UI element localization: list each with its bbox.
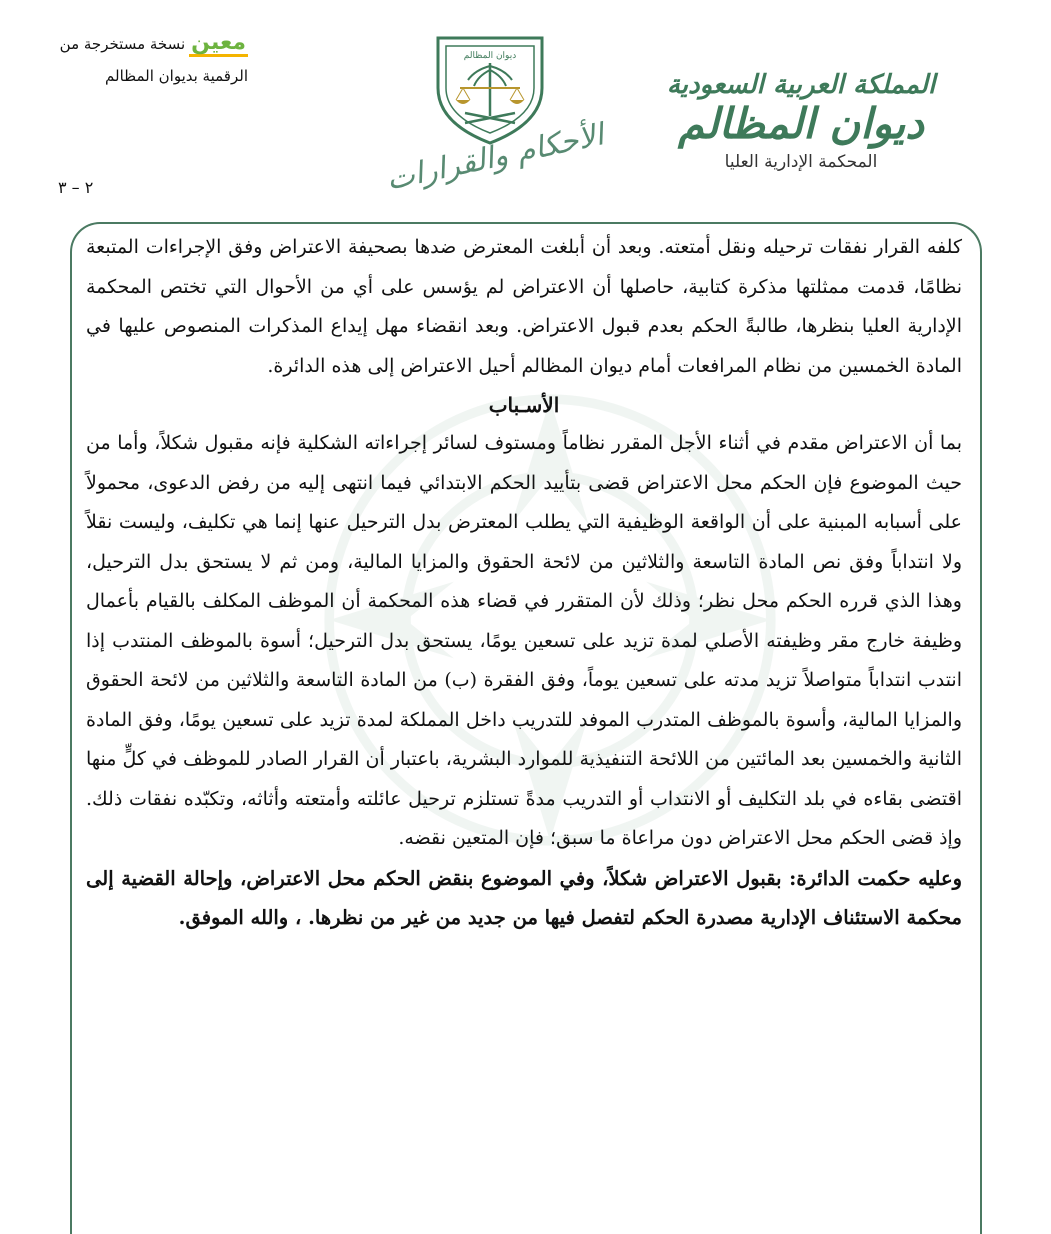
division-title: المحكمة الإدارية العليا bbox=[724, 152, 878, 172]
copy-note bbox=[8, 28, 248, 92]
verdict-paragraph: وعليه حكمت الدائرة: بقبول الاعتراض شكلاً، وفي الموضوع بنقض الحكم محل الاعتراض، وإحالة القضية إلى محكمة الاستئناف الإدارية مصدرة الحكم لتفصل فيها من جديد من غير من نظرها. ، والله الموفق. bbox=[86, 866, 962, 929]
reasons-paragraph: بما أن الاعتراض مقدم في أثناء الأجل المقرر نظاماً ومستوف لسائر إجراءاته الشكلية فإنه مقبول شكلاً، وأما من حيث الموضوع فإن الحكم محل الاعتراض قضى بتأييد الحكم الابتدائي فيما انتهى إليه من رفض الدعوى، محمولاً على أسبابه المبنية على أن الواقعة الوظيفية التي يطلب المعترض بدل الترحيل عنها إنما هي تكليف، وليست نقلاً ولا انتداباً وفق نص المادة التاسعة والثلاثين من لائحة الحقوق والمزايا المالية، ومن ثم لا يستحق بدل الترحيل، وهذا الذي قرره الحكم محل نظر؛ وذلك لأن المتقرر في قضاء هذه المحكمة أن الموظف المكلف بالقيام بأعمال وظيفة خارج مقر وظيفته الأصلي لمدة تزيد على تسعين يومًا، يستحق بدل الترحيل؛ أسوة بالموظف المنتدب إذا انتدب انتداباً متواصلاً تزيد مدته على تسعين يوماً، وفق الفقرة (ب) من المادة التاسعة والثلاثين من لائحة الحقوق والمزايا المالية، وأسوة بالموظف المتدرب الموفد للتدريب داخل المملكة لمدة تزيد على تسعين يومًا، وفق المادة الثانية والخمسين بعد المائتين من اللائحة التنفيذية للموارد البشرية، باعتبار أن القرار الصادر للموظف في كلٍّ منها اقتضى بقاءه في بلد التكليف أو الانتداب أو التدريب مدةً تستلزم ترحيل عائلته وأمتعته وأثاثه، وتكبّده نفقات ذلك. وإذ قضى الحكم محل الاعتراض دون مراعاة ما سبق؛ فإن المتعين نقضه. bbox=[86, 432, 962, 849]
reasons-heading: الأسـباب bbox=[488, 393, 560, 417]
court-header bbox=[661, 70, 941, 176]
intro-paragraph: كلفه القرار نفقات ترحيله ونقل أمتعته. وبعد أن أبلغت المعترض ضدها بصحيفة الاعتراض وفق الإجراءات المتبعة نظامًا، قدمت ممثلتها مذكرة كتابية، حاصلها أن الاعتراض لم يؤسس على أي من الأحوال التي تختص المحكمة الإدارية العليا بنظرها، طالبةً الحكم بعدم قبول الاعتراض. وبعد انقضاء مهل إيداع المذكرات المنصوص عليها في المادة الخمسين من نظام المرافعات أمام ديوان المظالم أحيل الاعتراض إلى هذه الدائرة. bbox=[86, 236, 962, 377]
brand-logo: معين bbox=[191, 29, 246, 55]
copy-note-text: نسخة مستخرجة من bbox=[59, 35, 186, 53]
emblem-label: ديوان المظالم bbox=[463, 51, 517, 61]
document-body bbox=[86, 228, 962, 938]
kingdom-title: المملكة العربية السعودية bbox=[666, 70, 936, 100]
copy-note-line2: الرقمية بديوان المظالم bbox=[105, 67, 248, 85]
court-emblem bbox=[430, 28, 550, 148]
copy-note-line1 bbox=[8, 28, 248, 60]
court-title: ديوان المظالم bbox=[678, 99, 924, 148]
page-number: ٢ – ٣ bbox=[58, 178, 94, 197]
motto: الأحكام والقرارات bbox=[383, 117, 607, 198]
